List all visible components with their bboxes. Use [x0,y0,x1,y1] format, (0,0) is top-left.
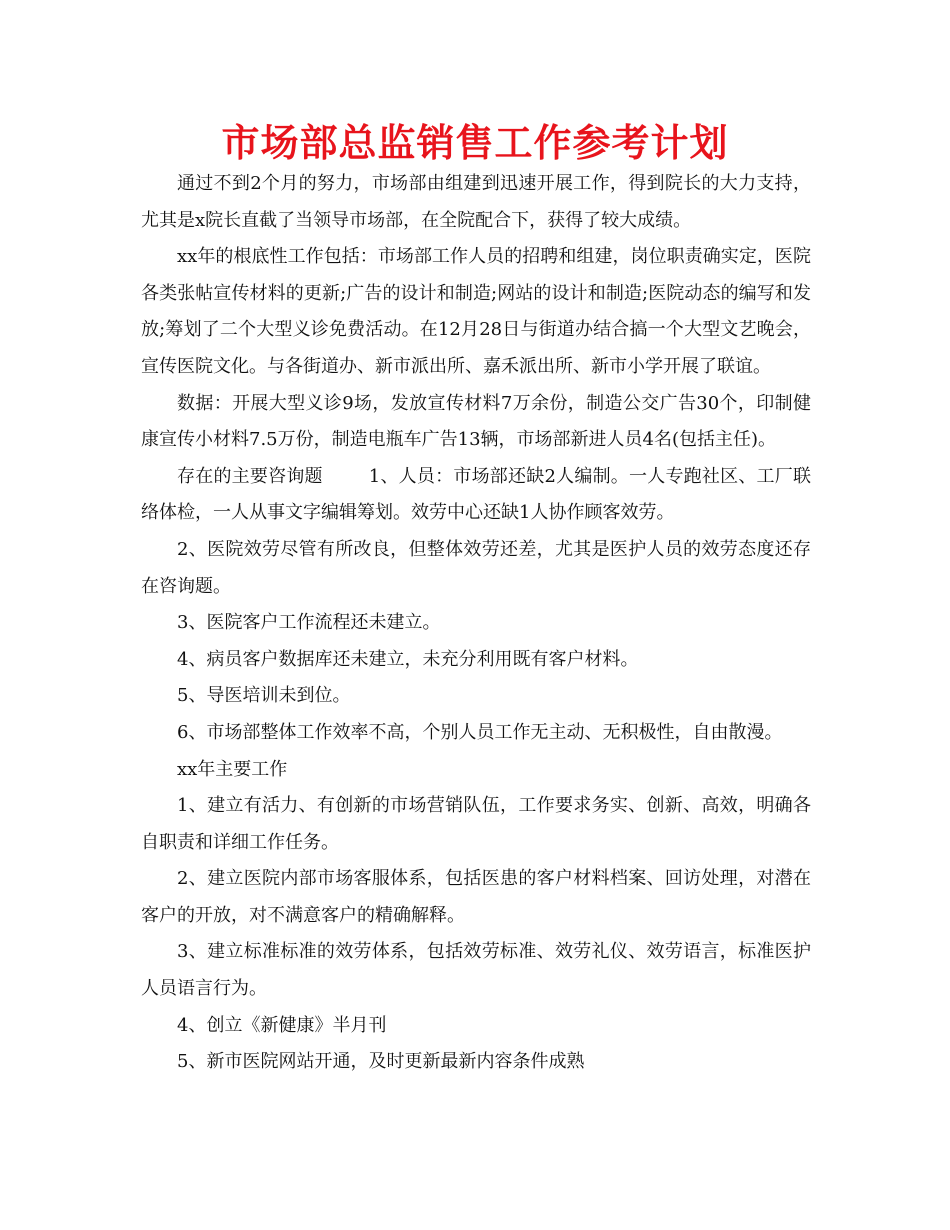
paragraph-intro: 通过不到2个月的努力，市场部由组建到迅速开展工作，得到院长的大力支持，尤其是x院长直截了当领导市场部，在全院配合下，获得了较大成绩。 [141,173,811,231]
issues-heading: 存在的主要咨询题 [177,465,323,487]
issue-item-2: 2、医院效劳尽管有所改良，但整体效劳还差，尤其是医护人员的效劳态度还存在咨询题。 [141,538,811,597]
document-body [141,166,811,1081]
work-heading: xx年主要工作 [177,758,288,780]
issue-item-5: 5、导医培训未到位。 [177,685,351,707]
paragraph-statistics: 数据：开展大型义诊9场，发放宣传材料7万余份，制造公交广告30个，印制健康宣传小材料7.5万份，制造电瓶车广告13辆，市场部新进人员4名(包括主任)。 [141,392,811,451]
issue-item-4: 4、病员客户数据库还未建立，未充分利用既有客户材料。 [177,648,639,670]
work-item-2: 2、建立医院内部市场客服体系，包括医患的客户材料档案、回访处理，对潜在客户的开放，对不满意客户的精确解释。 [141,868,811,926]
issues-paragraph [141,459,811,532]
work-item-5: 5、新市医院网站开通，及时更新最新内容条件成熟 [177,1051,585,1073]
work-item-4: 4、创立《新健康》半月刊 [177,1014,387,1036]
work-item-1: 1、建立有活力、有创新的市场营销队伍，工作要求务实、创新、高效，明确各自职责和详细工作任务。 [141,795,811,853]
paragraph-groundwork: xx年的根底性工作包括：市场部工作人员的招聘和组建，岗位职责确实定，医院各类张帖宣传材料的更新;广告的设计和制造;网站的设计和制造;医院动态的编写和发放;筹划了二个大型义诊免费活动。在12月28日与街道办结合搞一个大型文艺晚会，宣传医院文化。与各街道办、新市派出所、嘉禾派出所、新市小学开展了联谊。 [141,246,811,377]
work-item-3: 3、建立标准标准的效劳体系，包括效劳标准、效劳礼仪、效劳语言，标准医护人员语言行为。 [141,941,811,1000]
document-title: 市场部总监销售工作参考计划 [221,121,729,165]
issue-item-1: 1、人员：市场部还缺2人编制。一人专跑社区、工厂联络体检，一人从事文字编辑筹划。效劳中心还缺1人协作顾客效劳。 [141,465,812,524]
issue-item-6: 6、市场部整体工作效率不高，个别人员工作无主动、无积极性，自由散漫。 [177,721,783,743]
issue-item-3: 3、医院客户工作流程还未建立。 [177,612,441,634]
